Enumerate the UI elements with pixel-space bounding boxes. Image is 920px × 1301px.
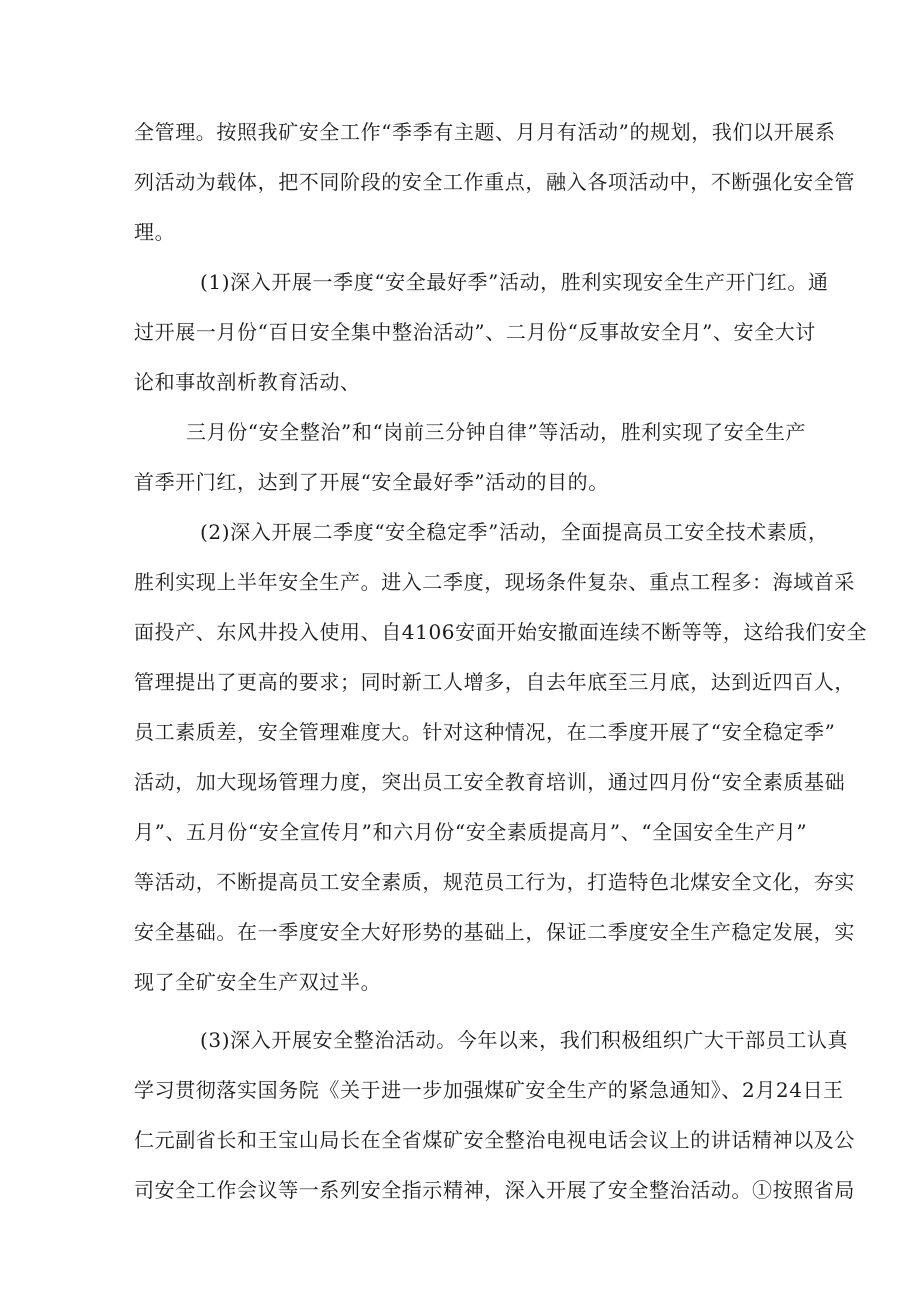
text-line: 列活动为载体，把不同阶段的安全工作重点，融入各项活动中，不断强化安全管 <box>134 170 855 194</box>
text-line: (3)深入开展安全整治活动。今年以来，我们积极组织广大干部员工认真 <box>200 1028 849 1052</box>
text-line: 过开展一月份“百日安全集中整治活动”、二月份“反事故安全月”、安全大讨 <box>134 320 816 344</box>
text-line: (1)深入开展一季度“安全最好季”活动，胜利实现安全生产开门红。通 <box>200 270 829 294</box>
text-line: 员工素质差，安全管理难度大。针对这种情况，在二季度开展了“安全稳定季” <box>134 720 836 744</box>
text-line: 三月份“安全整治”和“岗前三分钟自律”等活动，胜利实现了安全生产 <box>186 420 807 444</box>
text-line: 论和事故剖析教育活动、 <box>134 370 361 394</box>
text-line: 理。 <box>134 220 176 244</box>
text-line: 等活动，不断提高员工安全素质，规范员工行为，打造特色北煤安全文化，夯实 <box>134 870 855 894</box>
text-line: 全管理。按照我矿安全工作“季季有主题、月月有活动”的规划，我们以开展系 <box>134 120 836 144</box>
text-line: 月”、五月份“安全宣传月”和六月份“安全素质提高月”、“全国安全生产月” <box>134 820 808 844</box>
text-line: 首季开门红，达到了开展“安全最好季”活动的目的。 <box>134 470 609 494</box>
text-line: 仁元副省长和王宝山局长在全省煤矿安全整治电视电话会议上的讲话精神以及公 <box>134 1128 855 1152</box>
text-line: 学习贯彻落实国务院《关于进一步加强煤矿安全生产的紧急通知》、2月24日王 <box>134 1078 844 1102</box>
text-line: 胜利实现上半年安全生产。进入二季度，现场条件复杂、重点工程多：海域首采 <box>134 570 855 594</box>
text-line: 现了全矿安全生产双过半。 <box>134 970 382 994</box>
text-line: 安全基础。在一季度安全大好形势的基础上，保证二季度安全生产稳定发展，实 <box>134 920 855 944</box>
text-line: 面投产、东风井投入使用、自4106安面开始安撤面连续不断等等，这给我们安全 <box>134 620 868 644</box>
text-line: 管理提出了更高的要求；同时新工人增多，自去年底至三月底，达到近四百人， <box>134 670 855 694</box>
text-line: (2)深入开展二季度“安全稳定季”活动，全面提高员工安全技术素质， <box>200 520 829 544</box>
text-line: 活动，加大现场管理力度，突出员工安全教育培训，通过四月份“安全素质基础 <box>134 770 846 794</box>
text-line: 司安全工作会议等一系列安全指示精神，深入开展了安全整治活动。①按照省局 <box>134 1178 855 1202</box>
